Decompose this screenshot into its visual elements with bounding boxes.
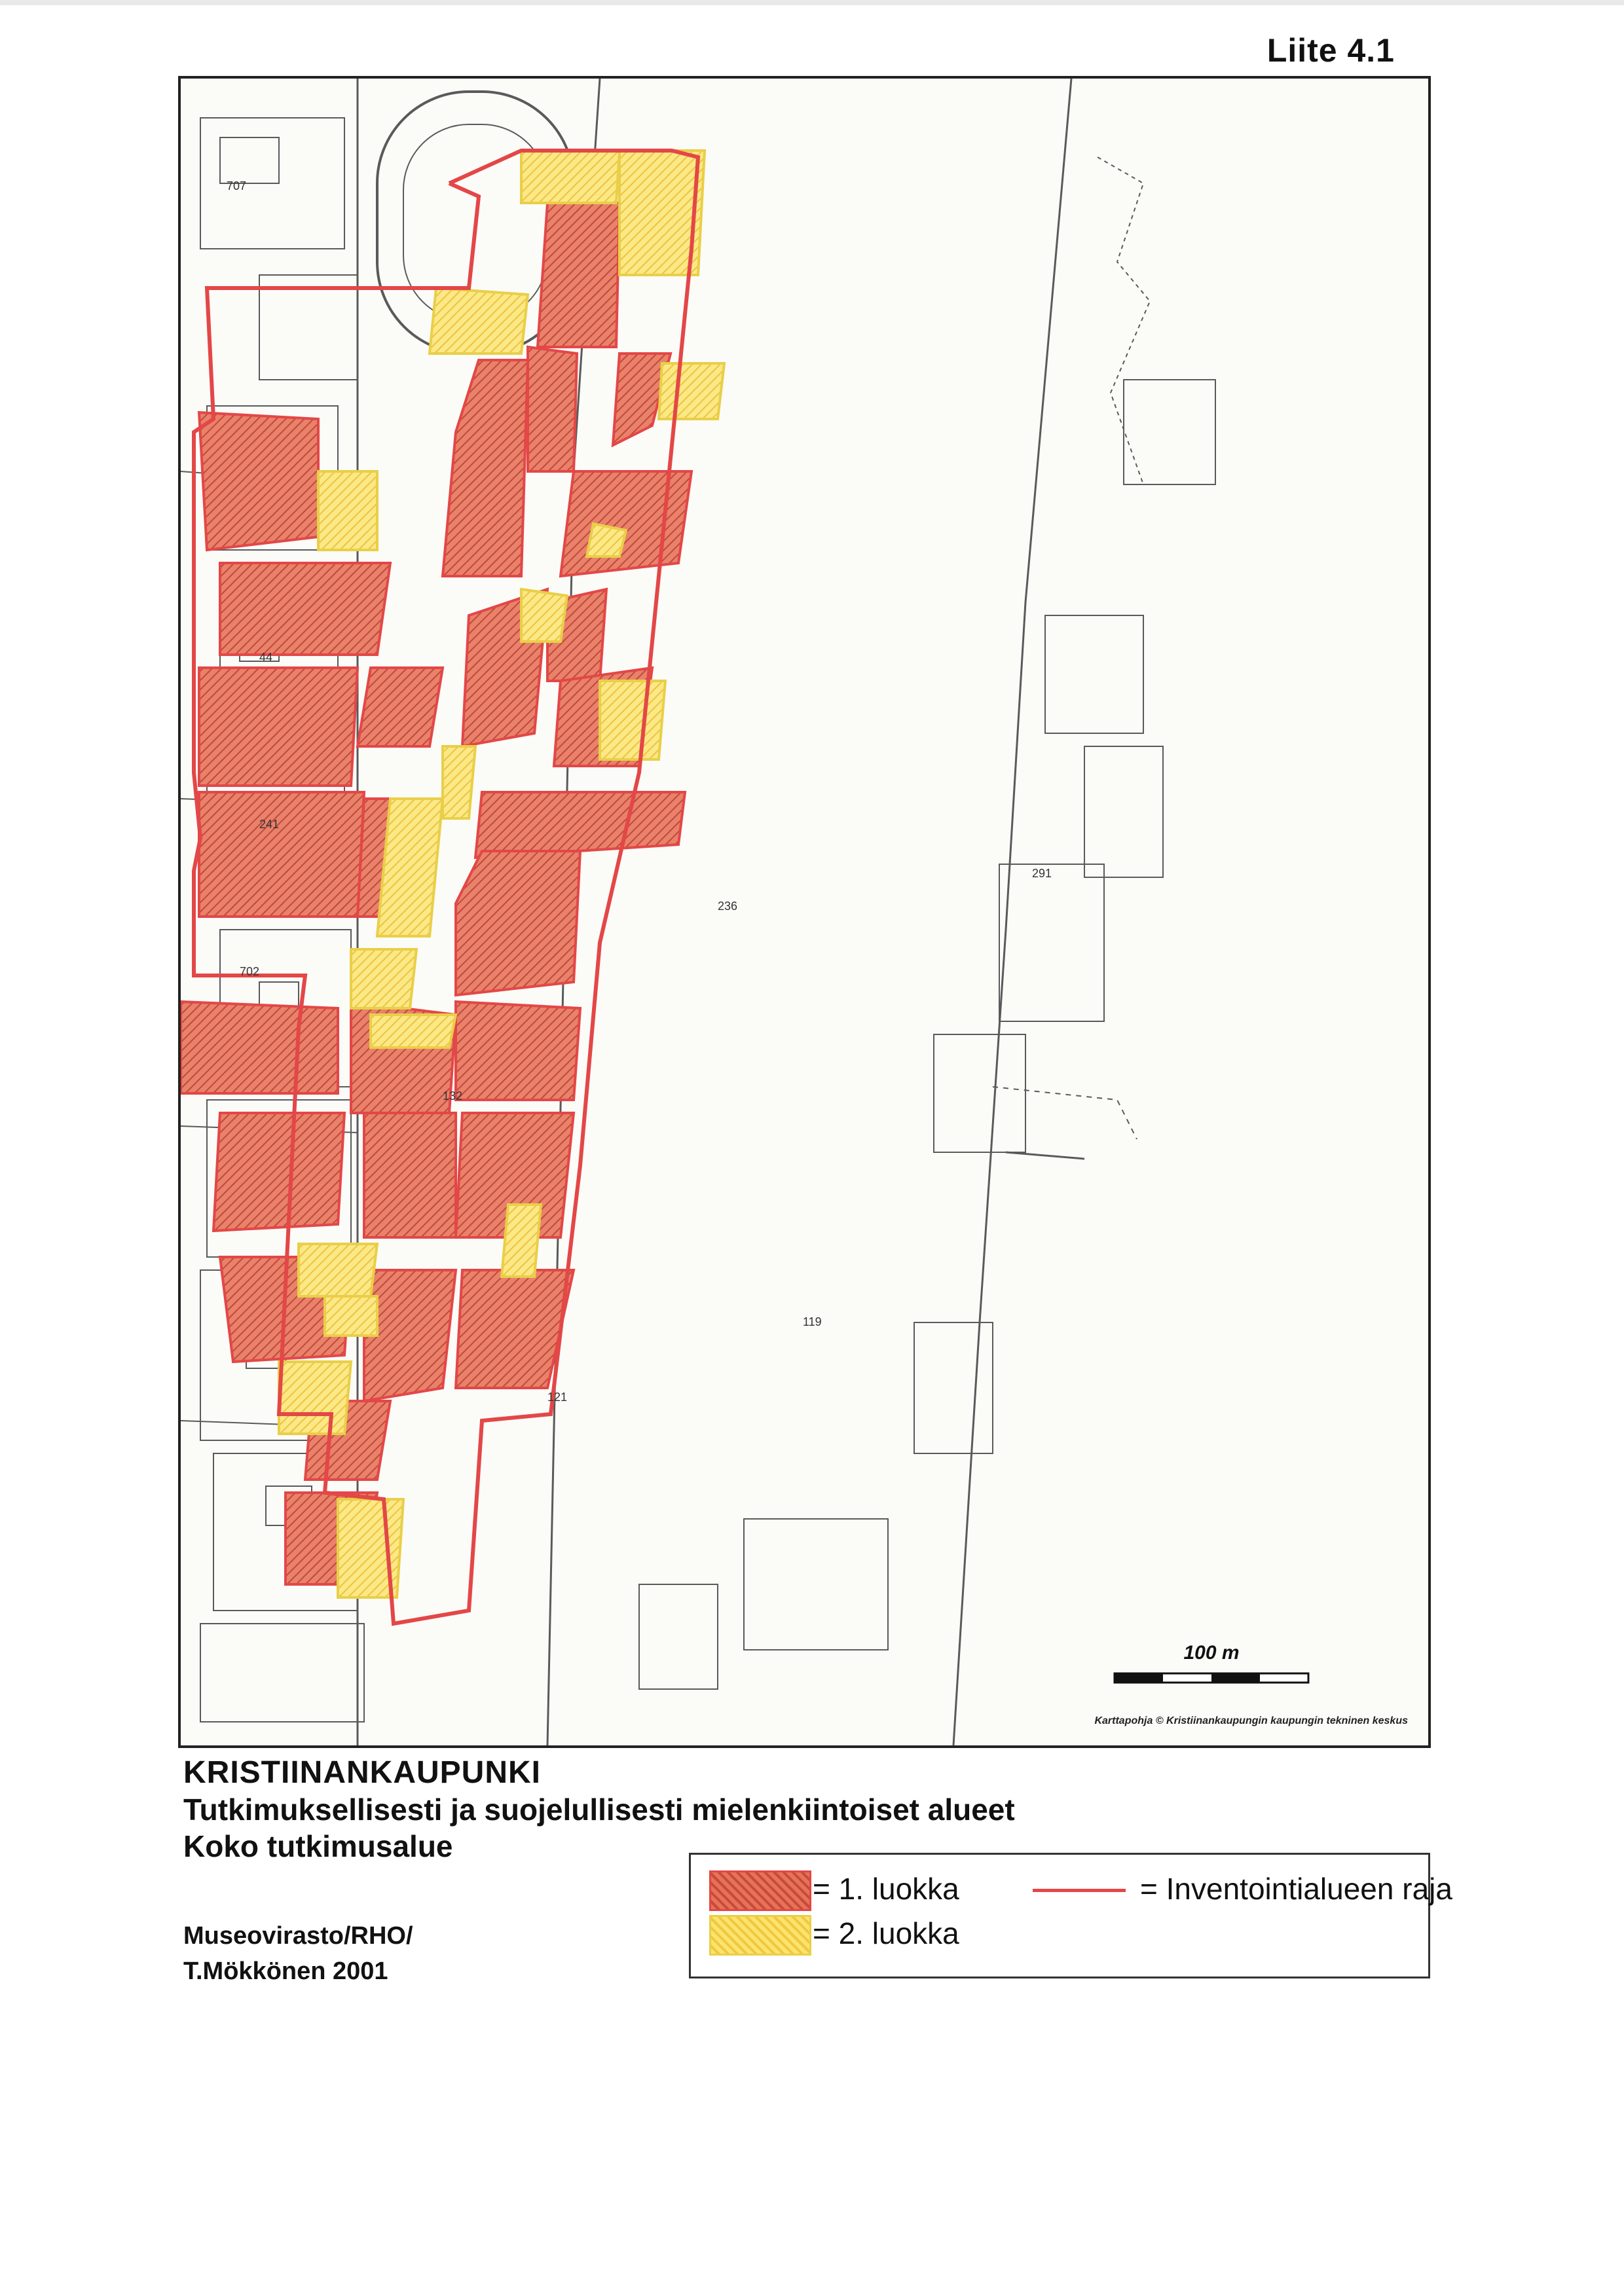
legend-class1-label: = 1. luokka [813, 1872, 959, 1906]
eastern-plots [639, 380, 1215, 1689]
legend-class2-label: = 2. luokka [813, 1916, 959, 1950]
svg-text:241: 241 [259, 818, 280, 831]
svg-text:132: 132 [443, 1089, 463, 1102]
organization: Museovirasto/RHO/ [183, 1922, 413, 1950]
scope-title: Koko tutkimusalue [183, 1829, 453, 1863]
legend-boundary-label: = Inventointialueen raja [1140, 1872, 1452, 1906]
svg-text:707: 707 [227, 179, 247, 192]
scale-label: 100 m [1183, 1642, 1240, 1664]
map-canvas [181, 79, 1428, 1745]
class-1-areas [181, 203, 692, 1584]
legend-boundary-line [1033, 1889, 1126, 1892]
shoreline [953, 79, 1071, 1745]
svg-text:119: 119 [803, 1315, 822, 1328]
legend-class2-swatch [709, 1915, 811, 1956]
scale-bar [1113, 1668, 1310, 1694]
page-top-rule [0, 0, 1624, 5]
legend [689, 1853, 1452, 1978]
svg-text:702: 702 [240, 965, 260, 978]
map-frame[interactable] [178, 76, 1431, 1748]
subtitle: Tutkimuksellisesti ja suojelullisesti mielenkiintoiset alueet [183, 1793, 1015, 1827]
map-credit: Karttapohja © Kristiinankaupungin kaupungin tekninen keskus [1094, 1715, 1408, 1726]
svg-text:121: 121 [547, 1391, 568, 1404]
svg-text:291: 291 [1032, 867, 1052, 880]
author-credit [183, 1918, 413, 1989]
western-plots [200, 118, 364, 1722]
title-block [183, 1755, 1166, 1865]
svg-text:236: 236 [718, 900, 738, 913]
appendix-label: Liite 4.1 [1266, 32, 1395, 69]
author-year: T.Mökkönen 2001 [183, 1958, 388, 1985]
svg-text:44: 44 [259, 651, 273, 664]
legend-class1-swatch [709, 1870, 811, 1911]
place-title: KRISTIINANKAUPUNKI [183, 1755, 541, 1790]
